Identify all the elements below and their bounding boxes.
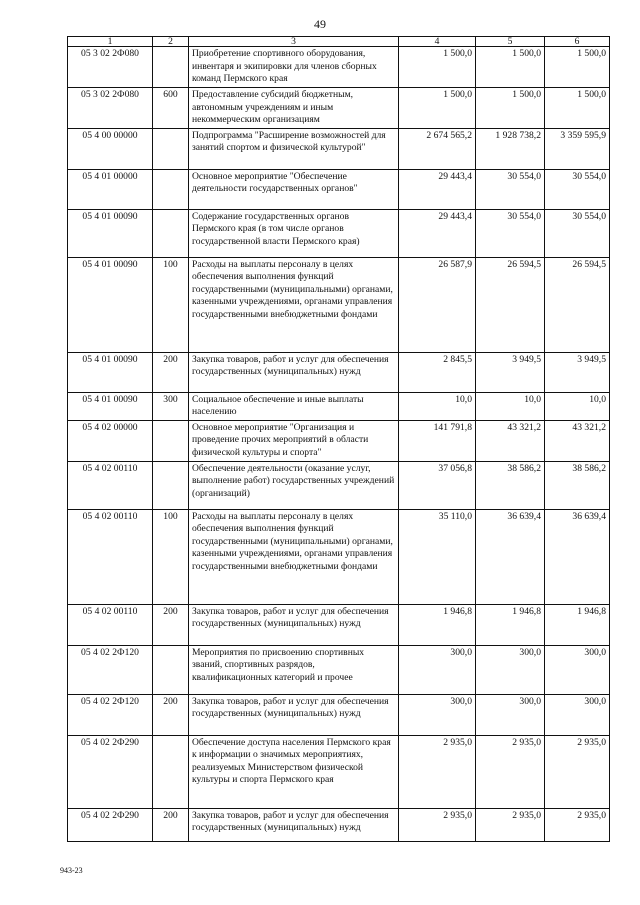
item-name-cell: Закупка товаров, работ и услуг для обеспечения государственных (муниципальных) нужд bbox=[189, 694, 399, 735]
amount-year-3-cell: 3 949,5 bbox=[545, 352, 610, 392]
item-name-cell: Расходы на выплаты персоналу в целях обеспечения выполнения функций государственными (муниципальными) органами, казенными учреждениями, органами управления государственными внебюджетными фондами bbox=[189, 509, 399, 604]
amount-year-2-cell: 2 935,0 bbox=[476, 735, 545, 808]
target-code-cell: 05 4 01 00090 bbox=[68, 392, 153, 420]
expense-type-cell: 100 bbox=[153, 257, 189, 352]
table-body bbox=[68, 47, 610, 842]
expense-type-cell: 200 bbox=[153, 694, 189, 735]
target-code-cell: 05 3 02 2Ф080 bbox=[68, 88, 153, 129]
amount-year-1-cell: 29 443,4 bbox=[399, 169, 476, 209]
expense-type-cell bbox=[153, 461, 189, 509]
amount-year-3-cell: 36 639,4 bbox=[545, 509, 610, 604]
amount-year-2-cell: 30 554,0 bbox=[476, 209, 545, 257]
amount-year-2-cell: 26 594,5 bbox=[476, 257, 545, 352]
amount-year-3-cell: 38 586,2 bbox=[545, 461, 610, 509]
table-row bbox=[68, 88, 610, 129]
item-name-cell: Подпрограмма "Расширение возможностей для занятий спортом и физической культурой" bbox=[189, 128, 399, 169]
amount-year-1-cell: 141 791,8 bbox=[399, 420, 476, 461]
target-code-cell: 05 4 02 00110 bbox=[68, 509, 153, 604]
table-row bbox=[68, 209, 610, 257]
item-name-cell: Содержание государственных органов Пермского края (в том числе органов государственной власти Пермского края) bbox=[189, 209, 399, 257]
item-name-cell: Приобретение спортивного оборудования, инвентаря и экипировки для членов сборных команд Пермского края bbox=[189, 47, 399, 88]
target-code-cell: 05 4 00 00000 bbox=[68, 128, 153, 169]
table-row bbox=[68, 461, 610, 509]
amount-year-3-cell: 1 500,0 bbox=[545, 47, 610, 88]
item-name-cell: Социальное обеспечение и иные выплаты населению bbox=[189, 392, 399, 420]
table-row bbox=[68, 735, 610, 808]
amount-year-2-cell: 38 586,2 bbox=[476, 461, 545, 509]
target-code-cell: 05 4 01 00090 bbox=[68, 257, 153, 352]
item-name-cell: Предоставление субсидий бюджетным, автономным учреждениям и иным некоммерческим организациям bbox=[189, 88, 399, 129]
table-row bbox=[68, 392, 610, 420]
column-header: 2 bbox=[153, 37, 189, 47]
amount-year-3-cell: 300,0 bbox=[545, 694, 610, 735]
target-code-cell: 05 4 02 2Ф120 bbox=[68, 694, 153, 735]
expense-type-cell bbox=[153, 420, 189, 461]
expense-type-cell: 200 bbox=[153, 808, 189, 841]
amount-year-1-cell: 300,0 bbox=[399, 645, 476, 694]
amount-year-3-cell: 2 935,0 bbox=[545, 808, 610, 841]
target-code-cell: 05 4 02 00110 bbox=[68, 604, 153, 645]
budget-table bbox=[67, 36, 610, 842]
expense-type-cell bbox=[153, 47, 189, 88]
amount-year-2-cell: 30 554,0 bbox=[476, 169, 545, 209]
target-code-cell: 05 4 01 00090 bbox=[68, 352, 153, 392]
table-row bbox=[68, 509, 610, 604]
footer-code: 943-23 bbox=[60, 866, 83, 875]
item-name-cell: Закупка товаров, работ и услуг для обеспечения государственных (муниципальных) нужд bbox=[189, 604, 399, 645]
expense-type-cell: 200 bbox=[153, 604, 189, 645]
amount-year-3-cell: 1 946,8 bbox=[545, 604, 610, 645]
column-header: 6 bbox=[545, 37, 610, 47]
item-name-cell: Закупка товаров, работ и услуг для обеспечения государственных (муниципальных) нужд bbox=[189, 808, 399, 841]
amount-year-2-cell: 300,0 bbox=[476, 694, 545, 735]
amount-year-1-cell: 1 500,0 bbox=[399, 47, 476, 88]
amount-year-2-cell: 3 949,5 bbox=[476, 352, 545, 392]
target-code-cell: 05 4 01 00000 bbox=[68, 169, 153, 209]
amount-year-1-cell: 2 935,0 bbox=[399, 808, 476, 841]
expense-type-cell: 300 bbox=[153, 392, 189, 420]
amount-year-1-cell: 2 674 565,2 bbox=[399, 128, 476, 169]
table-row bbox=[68, 645, 610, 694]
amount-year-1-cell: 1 500,0 bbox=[399, 88, 476, 129]
amount-year-2-cell: 300,0 bbox=[476, 645, 545, 694]
amount-year-3-cell: 3 359 595,9 bbox=[545, 128, 610, 169]
amount-year-1-cell: 26 587,9 bbox=[399, 257, 476, 352]
expense-type-cell bbox=[153, 169, 189, 209]
amount-year-1-cell: 10,0 bbox=[399, 392, 476, 420]
target-code-cell: 05 4 01 00090 bbox=[68, 209, 153, 257]
amount-year-2-cell: 1 500,0 bbox=[476, 88, 545, 129]
expense-type-cell bbox=[153, 209, 189, 257]
amount-year-1-cell: 35 110,0 bbox=[399, 509, 476, 604]
item-name-cell: Основное мероприятие "Организация и проведение прочих мероприятий в области физической культуры и спорта" bbox=[189, 420, 399, 461]
amount-year-2-cell: 2 935,0 bbox=[476, 808, 545, 841]
column-header: 4 bbox=[399, 37, 476, 47]
amount-year-2-cell: 36 639,4 bbox=[476, 509, 545, 604]
target-code-cell: 05 4 02 00000 bbox=[68, 420, 153, 461]
amount-year-1-cell: 2 845,5 bbox=[399, 352, 476, 392]
item-name-cell: Основное мероприятие "Обеспечение деятельности государственных органов" bbox=[189, 169, 399, 209]
table-row bbox=[68, 420, 610, 461]
amount-year-1-cell: 37 056,8 bbox=[399, 461, 476, 509]
expense-type-cell: 100 bbox=[153, 509, 189, 604]
table-row bbox=[68, 47, 610, 88]
amount-year-2-cell: 10,0 bbox=[476, 392, 545, 420]
amount-year-2-cell: 1 500,0 bbox=[476, 47, 545, 88]
amount-year-3-cell: 43 321,2 bbox=[545, 420, 610, 461]
target-code-cell: 05 4 02 00110 bbox=[68, 461, 153, 509]
amount-year-2-cell: 1 946,8 bbox=[476, 604, 545, 645]
table-row bbox=[68, 169, 610, 209]
item-name-cell: Закупка товаров, работ и услуг для обеспечения государственных (муниципальных) нужд bbox=[189, 352, 399, 392]
item-name-cell: Мероприятия по присвоению спортивных званий, спортивных разрядов, квалификационных категорий и прочее bbox=[189, 645, 399, 694]
table-row bbox=[68, 128, 610, 169]
expense-type-cell bbox=[153, 735, 189, 808]
column-header: 3 bbox=[189, 37, 399, 47]
table-row bbox=[68, 694, 610, 735]
amount-year-1-cell: 300,0 bbox=[399, 694, 476, 735]
column-number-row bbox=[68, 37, 610, 47]
table-row bbox=[68, 257, 610, 352]
item-name-cell: Обеспечение деятельности (оказание услуг, выполнение работ) государственных учреждений (организаций) bbox=[189, 461, 399, 509]
target-code-cell: 05 4 02 2Ф290 bbox=[68, 808, 153, 841]
amount-year-3-cell: 26 594,5 bbox=[545, 257, 610, 352]
amount-year-2-cell: 1 928 738,2 bbox=[476, 128, 545, 169]
target-code-cell: 05 3 02 2Ф080 bbox=[68, 47, 153, 88]
amount-year-1-cell: 29 443,4 bbox=[399, 209, 476, 257]
column-header: 1 bbox=[68, 37, 153, 47]
amount-year-3-cell: 30 554,0 bbox=[545, 209, 610, 257]
expense-type-cell: 600 bbox=[153, 88, 189, 129]
expense-type-cell: 200 bbox=[153, 352, 189, 392]
amount-year-3-cell: 2 935,0 bbox=[545, 735, 610, 808]
amount-year-3-cell: 300,0 bbox=[545, 645, 610, 694]
expense-type-cell bbox=[153, 128, 189, 169]
target-code-cell: 05 4 02 2Ф290 bbox=[68, 735, 153, 808]
amount-year-3-cell: 1 500,0 bbox=[545, 88, 610, 129]
target-code-cell: 05 4 02 2Ф120 bbox=[68, 645, 153, 694]
item-name-cell: Расходы на выплаты персоналу в целях обеспечения выполнения функций государственными (муниципальными) органами, казенными учреждениями, органами управления государственными внебюджетными фондами bbox=[189, 257, 399, 352]
amount-year-1-cell: 2 935,0 bbox=[399, 735, 476, 808]
column-header: 5 bbox=[476, 37, 545, 47]
amount-year-2-cell: 43 321,2 bbox=[476, 420, 545, 461]
table-row bbox=[68, 352, 610, 392]
item-name-cell: Обеспечение доступа населения Пермского края к информации о значимых мероприятиях, реализуемых Министерством физической культуры и спорта Пермского края bbox=[189, 735, 399, 808]
amount-year-3-cell: 30 554,0 bbox=[545, 169, 610, 209]
page-number: 49 bbox=[314, 17, 326, 31]
table-row bbox=[68, 604, 610, 645]
table-row bbox=[68, 808, 610, 841]
amount-year-3-cell: 10,0 bbox=[545, 392, 610, 420]
expense-type-cell bbox=[153, 645, 189, 694]
amount-year-1-cell: 1 946,8 bbox=[399, 604, 476, 645]
